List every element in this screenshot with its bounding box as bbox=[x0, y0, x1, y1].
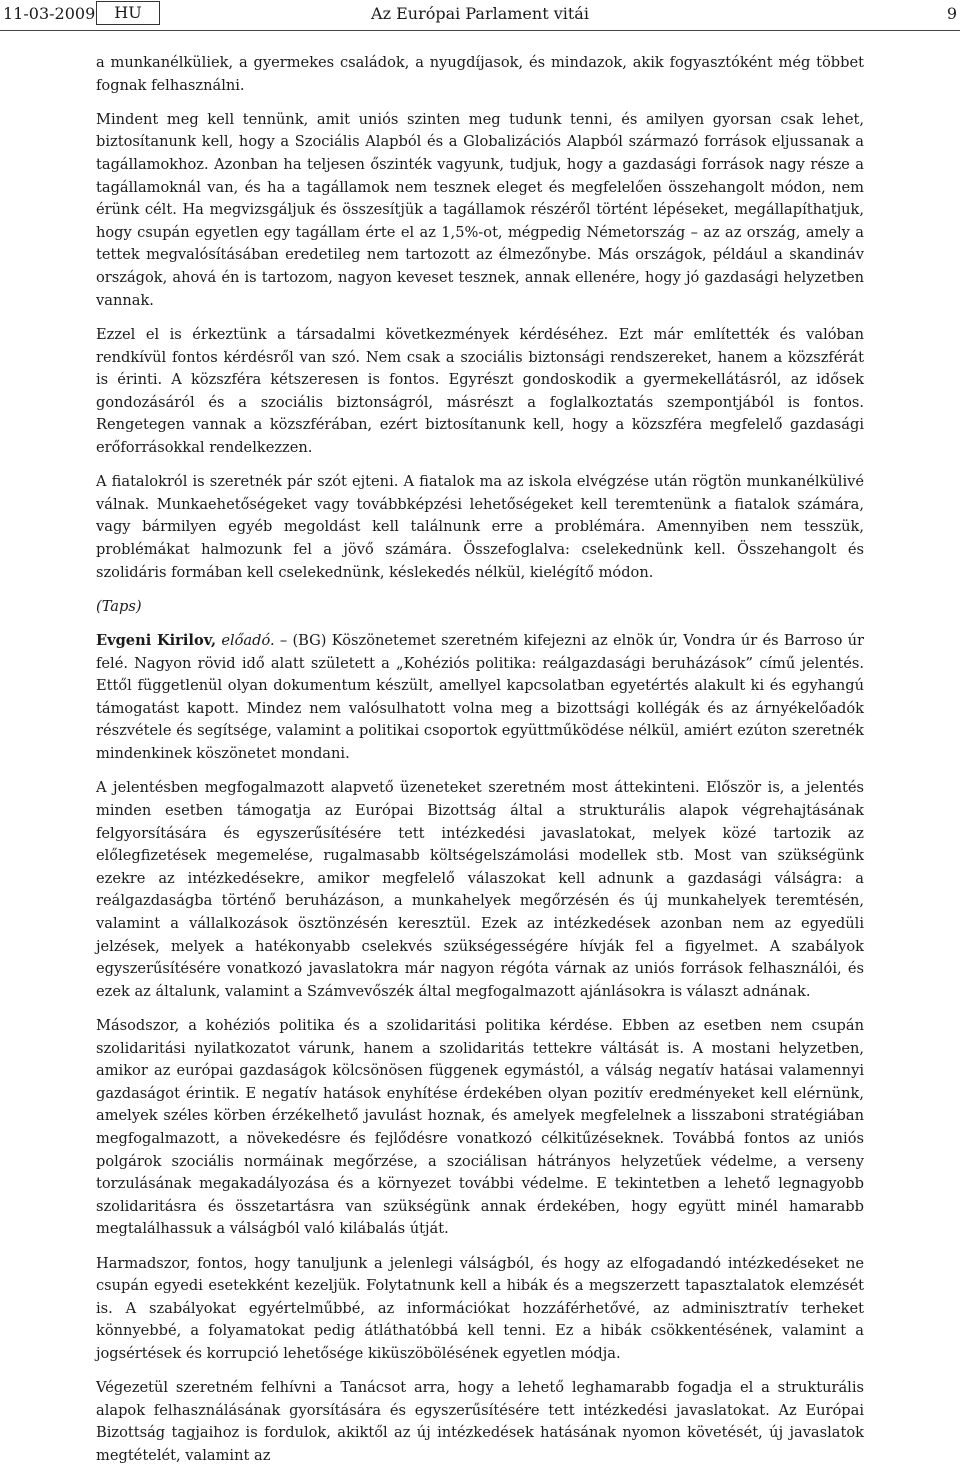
paragraph-6: A jelentésben megfogalmazott alapvető üzeneteket szeretném most áttekinteni. Először is, a jelentés minden esetben támogatja az Európai Bizottság által a strukturális alapok végrehajtásának felgyorsítására és egyszerűsítésére tett intézkedési javaslatokat, melyek közé tartozik az előlegfizetések megemelése, rugalmasabb költségelszámolási modellek stb. Most van szükségünk ezekre az intézkedésekre, amikor megfelelő válaszokat kell adnunk a gazdasági válságra: a reálgazdaságba történő beruházáson, a munkahelyek megőrzésén és új munkahelyek teremtésén, valamint a vállalkozások ösztönzésén keresztül. Ezek az intézkedések azonban nem az egyedüli jelzések, melyek a hatékonyabb cselekvés szükségességére hívják fel a figyelmet. A szabályok egyszerűsítésére vonatkozó javaslatokra már nagyon régóta várnak az uniós források felhasználói, és ezek az általunk, valamint a Számvevőszék által megfogalmazott ajánlásokra is választ adnának. bbox=[96, 779, 864, 1000]
page-header bbox=[0, 0, 960, 31]
paragraph-9: Végezetül szeretném felhívni a Tanácsot arra, hogy a lehető leghamarabb fogadja el a strukturális alapok felhasználásának gyorsítására és egyszerűsítésére tett intézkedési javaslatokat. Az Európai Bizottság tagjaihoz is fordulok, akiktől az új intézkedések hatásának nyomon követését, új javaslatok megtételét, valamint az bbox=[96, 1379, 864, 1465]
document-body bbox=[96, 52, 864, 1479]
paragraph-8: Harmadszor, fontos, hogy tanuljunk a jelenlegi válságból, és hogy az elfogadandó intézkedéseket ne csupán egyedi esetekként kezeljük. Folytatnunk kell a hibák és a megszerzett tapasztalatok elemzését is. A szabályokat egyértelműbbé, az információkat hozzáférhetővé, az adminisztratív terheket könnyebbé, a folyamatokat pedig átláthatóbbá kell tenni. Ez a hibák csökkentésének, valamint a jogsértések és korrupció lehetősége kiküszöbölésének egyetlen módja. bbox=[96, 1254, 864, 1362]
speaker-name: Evgeni Kirilov, bbox=[96, 632, 217, 650]
speaker-role: előadó. bbox=[221, 632, 275, 650]
page-number: 9 bbox=[946, 4, 957, 23]
paragraph-2: Mindent meg kell tennünk, amit uniós szinten meg tudunk tenni, és amilyen gyorsan csak lehet, biztosítanunk kell, hogy a Szociális Alapból és a Globalizációs Alapból származó források eljussanak a tagállamokhoz. Azonban ha teljesen őszinték vagyunk, tudjuk, hogy a gazdasági források nagy része a tagállamoknál van, és ha a tagállamok nem tesznek eleget és megfelelően összehangolt módon, nem érünk célt. Ha megvizsgáljuk és összesítjük a tagállamok részéről történt lépéseket, megállapíthatjuk, hogy csupán egyetlen egy tagállam érte el az 1,5%-ot, mégpedig Németország – az az ország, amely a tettek megvalósításában eredetileg nem tartozott az élmezőnybe. Más országok, például a skandináv országok, ahová én is tartozom, nagyon keveset tesznek, annak ellenére, hogy jó gazdasági helyzetben vannak. bbox=[96, 110, 864, 309]
paragraph-4: A fiatalokról is szeretnék pár szót ejteni. A fiatalok ma az iskola elvégzése után rögtön munkanélkülivé válnak. Munkaehetőségeket vagy továbbképzési lehetőségeket kell teremtenünk a fiatalok számára, vagy bármilyen egyéb megoldást kell találnunk erre a problémára. Amennyiben nem tesszük, problémákat halmozunk fel a jövő számára. Összefoglalva: cselekednünk kell. Összehangolt és szolidáris formában kell cselekednünk, késlekedés nélkül, kielégítő módon. bbox=[96, 473, 864, 581]
speaker-statement: – (BG) Köszönetemet szeretném kifejezni az elnök úr, Vondra úr és Barroso úr felé. Nagyon rövid idő alatt született a „Kohéziós politika: reálgazdasági beruházások” című jelentés. Ettől függetlenül olyan dokumentum készült, amellyel kapcsolatban egyetértés alakult ki és egyhangú támogatást kapott. Mindez nem valósulhatott volna meg a bizottsági kollégák és az árnyékelőadók részvétele és segítsége, valamint a politikai csoportok együttműködése nélkül, amiért ezúton szeretnék mindenkinek köszönetet mondani. bbox=[96, 632, 865, 763]
applause-note: (Taps) bbox=[96, 597, 142, 615]
speaker-paragraph bbox=[96, 630, 864, 766]
paragraph-3: Ezzel el is érkeztünk a társadalmi következmények kérdéséhez. Ezt már említették és valóban rendkívül fontos kérdésről van szó. Nem csak a szociális biztonsági rendszereket, hanem a közszférát is érinti. A közszféra kétszeresen is fontos. Egyrészt gondoskodik a gyermekellátásról, az idősek gondozásáról és a szociális biztonságról, másrészt a foglalkoztatás szempontjából is fontos. Rengetegen vannak a közszférában, ezért biztosítanunk kell, hogy a közszféra megfelelő gazdasági erőforrásokkal rendelkezzen. bbox=[96, 325, 864, 456]
paragraph-7: Másodszor, a kohéziós politika és a szolidaritási politika kérdése. Ebben az esetben nem csupán szolidaritási nyilatkozatot várunk, hanem a szolidaritás tettekre váltását is. A mostani helyzetben, amikor az európai gazdaságok kölcsönösen függenek egymástól, a válság negatív hatásai valamennyi gazdaságot érintik. E negatív hatások enyhítése érdekében olyan pozitív eredményeket kell elérnünk, amelyek széles körben érzékelhető javulást hoznak, és amelyek megfelelnek a lisszaboni stratégiában megfogalmazott, a növekedésre és fejlődésre vonatkozó célkitűzéseknek. Továbbá fontos az uniós polgárok szociális normáinak megőrzése, a szociálisan hátrányos helyzetűek védelme, a verseny torzulásának megakadályozása és a környezet további védelme. E tekintetben a lehető legnagyobb szolidaritásra és összetartásra van szükségünk annak érdekében, hogy együtt minél hamarabb megtalálhassuk a válságból való kilábalás útját. bbox=[96, 1016, 864, 1238]
header-date: 11-03-2009 bbox=[3, 4, 96, 23]
paragraph-1: a munkanélküliek, a gyermekes családok, a nyugdíjasok, és mindazok, akik fogyasztóként még többet fognak felhasználni. bbox=[96, 54, 864, 94]
document-title: Az Európai Parlament vitái bbox=[371, 4, 589, 23]
language-badge: HU bbox=[96, 1, 160, 25]
